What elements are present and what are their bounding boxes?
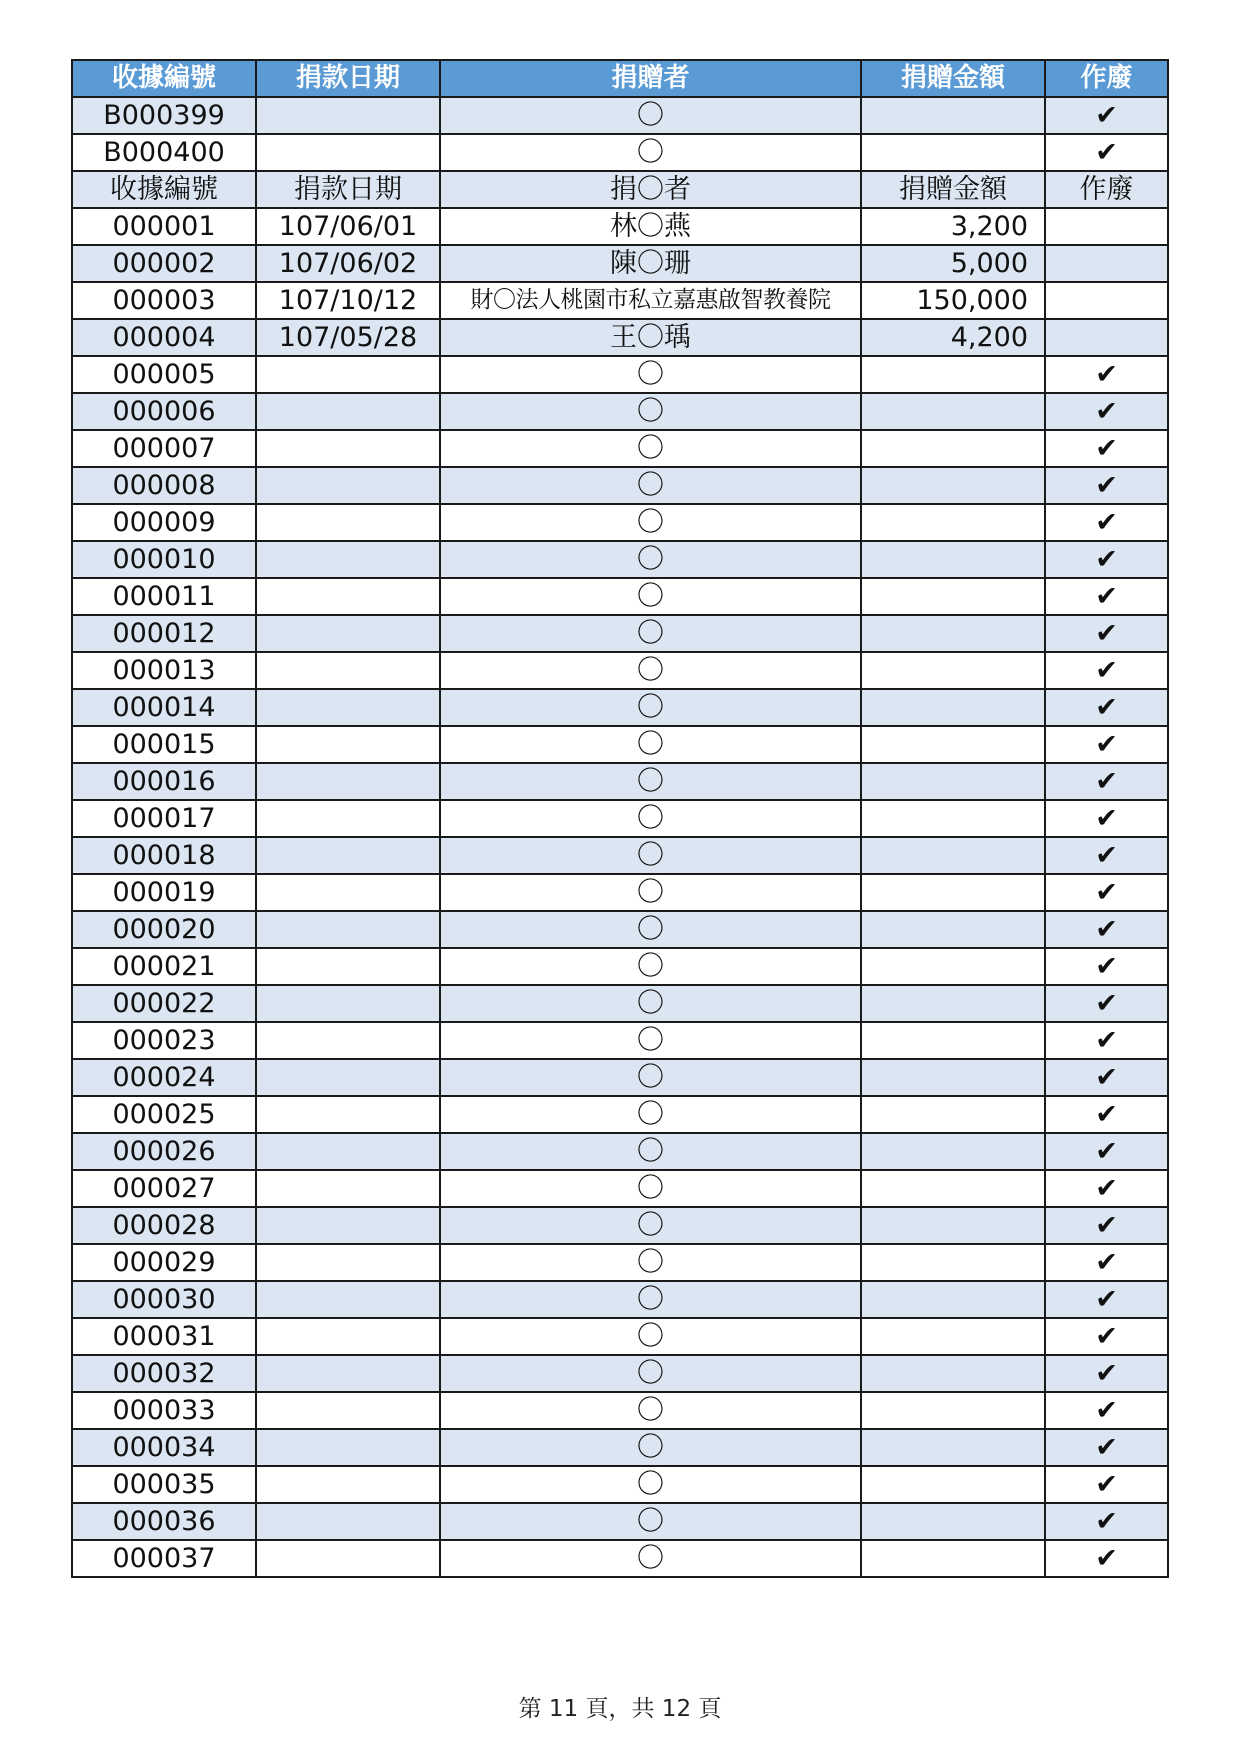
cell-receipt-no: 000008 [72,467,256,504]
cell-donor: 〇 [440,1096,861,1133]
cell-date [256,1392,440,1429]
cell-date [256,1133,440,1170]
cell-void: ✔ [1045,1355,1168,1392]
cell-donor: 林〇燕 [440,208,861,245]
cell-void: ✔ [1045,467,1168,504]
table-row [72,467,1168,504]
cell-void: ✔ [1045,578,1168,615]
cell-receipt-no: B000400 [72,134,256,171]
cell-date [256,1244,440,1281]
cell-void: ✔ [1045,1170,1168,1207]
cell-amount [861,985,1045,1022]
cell-donor: 〇 [440,1466,861,1503]
cell-date [256,356,440,393]
cell-amount: 3,200 [861,208,1045,245]
cell-receipt-no: 000009 [72,504,256,541]
cell-donor: 〇 [440,393,861,430]
cell-void: ✔ [1045,1022,1168,1059]
table-row [72,615,1168,652]
cell-donor: 〇 [440,837,861,874]
cell-donor: 〇 [440,430,861,467]
cell-receipt-no: 000017 [72,800,256,837]
cell-date [256,1318,440,1355]
table-row [72,948,1168,985]
cell-amount [861,689,1045,726]
header-date: 捐款日期 [256,60,440,97]
cell-donor: 財〇法人桃園市私立嘉惠啟智教養院 [440,282,861,319]
cell-receipt-no: 000005 [72,356,256,393]
cell-receipt-no: 000013 [72,652,256,689]
cell-receipt-no: 000014 [72,689,256,726]
header-amount: 捐贈金額 [861,60,1045,97]
cell-receipt-no: 000006 [72,393,256,430]
cell-date [256,467,440,504]
cell-void [1045,245,1168,282]
cell-void: ✔ [1045,1133,1168,1170]
cell-donor: 捐〇者 [440,171,861,208]
cell-amount [861,393,1045,430]
cell-void: ✔ [1045,1281,1168,1318]
cell-amount: 捐贈金額 [861,171,1045,208]
cell-date [256,1170,440,1207]
cell-void: ✔ [1045,837,1168,874]
cell-void: ✔ [1045,1318,1168,1355]
cell-amount [861,1244,1045,1281]
cell-void: ✔ [1045,1244,1168,1281]
cell-date [256,1466,440,1503]
cell-receipt-no: 000019 [72,874,256,911]
cell-void: ✔ [1045,1540,1168,1577]
cell-donor: 王〇瑀 [440,319,861,356]
cell-date [256,1059,440,1096]
cell-date [256,800,440,837]
cell-void: ✔ [1045,874,1168,911]
cell-donor: 〇 [440,356,861,393]
cell-void: ✔ [1045,652,1168,689]
table-row [72,541,1168,578]
table-body [72,97,1168,1577]
cell-receipt-no: 000018 [72,837,256,874]
cell-void: ✔ [1045,985,1168,1022]
cell-date [256,1503,440,1540]
cell-donor: 〇 [440,985,861,1022]
cell-donor: 〇 [440,134,861,171]
cell-receipt-no: B000399 [72,97,256,134]
cell-receipt-no: 000027 [72,1170,256,1207]
table-row [72,356,1168,393]
donation-receipt-table [71,59,1169,1578]
cell-void: ✔ [1045,1429,1168,1466]
table-row [72,1207,1168,1244]
cell-amount [861,1207,1045,1244]
cell-receipt-no: 000016 [72,763,256,800]
cell-amount [861,1022,1045,1059]
cell-receipt-no: 000035 [72,1466,256,1503]
cell-amount [861,1355,1045,1392]
cell-donor: 〇 [440,467,861,504]
cell-amount [861,504,1045,541]
cell-void: ✔ [1045,1207,1168,1244]
cell-void: ✔ [1045,911,1168,948]
cell-receipt-no: 000037 [72,1540,256,1577]
cell-amount [861,1096,1045,1133]
cell-void: ✔ [1045,541,1168,578]
cell-amount [861,615,1045,652]
table-row [72,1429,1168,1466]
cell-receipt-no: 000031 [72,1318,256,1355]
cell-amount [861,763,1045,800]
table-row [72,171,1168,208]
cell-receipt-no: 000030 [72,1281,256,1318]
table-row [72,1392,1168,1429]
table-row [72,763,1168,800]
cell-void: ✔ [1045,504,1168,541]
cell-void [1045,319,1168,356]
cell-receipt-no: 000010 [72,541,256,578]
table-row [72,319,1168,356]
cell-amount [861,837,1045,874]
cell-void: ✔ [1045,800,1168,837]
cell-receipt-no: 000028 [72,1207,256,1244]
cell-date [256,504,440,541]
table-row [72,1170,1168,1207]
cell-receipt-no: 000021 [72,948,256,985]
cell-donor: 〇 [440,1022,861,1059]
table-row [72,1244,1168,1281]
cell-amount [861,1392,1045,1429]
cell-receipt-no: 000036 [72,1503,256,1540]
cell-void: 作廢 [1045,171,1168,208]
cell-void: ✔ [1045,1096,1168,1133]
cell-void: ✔ [1045,763,1168,800]
page-number-footer: 第 11 頁，共 12 頁 [518,1696,722,1722]
cell-receipt-no: 000033 [72,1392,256,1429]
cell-amount [861,578,1045,615]
cell-void: ✔ [1045,948,1168,985]
table-row [72,504,1168,541]
cell-date [256,985,440,1022]
table-row [72,689,1168,726]
table-row [72,874,1168,911]
cell-receipt-no: 000020 [72,911,256,948]
cell-amount [861,1466,1045,1503]
cell-donor: 〇 [440,1355,861,1392]
cell-receipt-no: 000034 [72,1429,256,1466]
cell-date [256,948,440,985]
table-row [72,578,1168,615]
cell-receipt-no: 000011 [72,578,256,615]
cell-void: ✔ [1045,134,1168,171]
cell-donor: 〇 [440,874,861,911]
cell-date [256,1355,440,1392]
cell-receipt-no: 收據編號 [72,171,256,208]
cell-date [256,874,440,911]
cell-date: 107/10/12 [256,282,440,319]
cell-date [256,578,440,615]
table-row [72,430,1168,467]
cell-date [256,1207,440,1244]
cell-date: 107/06/02 [256,245,440,282]
cell-amount [861,97,1045,134]
cell-receipt-no: 000015 [72,726,256,763]
header-receipt-no: 收據編號 [72,60,256,97]
table-row [72,985,1168,1022]
cell-date [256,1540,440,1577]
cell-donor: 〇 [440,1540,861,1577]
cell-amount [861,1540,1045,1577]
cell-amount [861,1503,1045,1540]
cell-donor: 〇 [440,1207,861,1244]
cell-donor: 〇 [440,689,861,726]
cell-void: ✔ [1045,393,1168,430]
cell-receipt-no: 000007 [72,430,256,467]
cell-receipt-no: 000012 [72,615,256,652]
cell-amount [861,1281,1045,1318]
cell-date [256,837,440,874]
cell-amount [861,1059,1045,1096]
cell-receipt-no: 000025 [72,1096,256,1133]
cell-void: ✔ [1045,615,1168,652]
cell-void: ✔ [1045,356,1168,393]
table-row [72,800,1168,837]
cell-void: ✔ [1045,1466,1168,1503]
cell-date [256,1096,440,1133]
cell-receipt-no: 000024 [72,1059,256,1096]
cell-amount [861,874,1045,911]
cell-donor: 〇 [440,1170,861,1207]
cell-receipt-no: 000023 [72,1022,256,1059]
cell-date [256,652,440,689]
table-row [72,1133,1168,1170]
cell-amount [861,1170,1045,1207]
cell-donor: 〇 [440,800,861,837]
cell-date [256,726,440,763]
cell-date [256,763,440,800]
cell-donor: 〇 [440,1244,861,1281]
table-row [72,726,1168,763]
cell-donor: 〇 [440,911,861,948]
cell-receipt-no: 000001 [72,208,256,245]
table-row [72,134,1168,171]
cell-receipt-no: 000026 [72,1133,256,1170]
cell-donor: 〇 [440,1318,861,1355]
table-header-row [72,60,1168,97]
cell-amount [861,948,1045,985]
table-row [72,1503,1168,1540]
cell-date [256,615,440,652]
cell-amount [861,356,1045,393]
cell-date [256,97,440,134]
cell-date [256,541,440,578]
cell-donor: 〇 [440,1392,861,1429]
cell-amount [861,134,1045,171]
cell-date [256,134,440,171]
cell-amount [861,430,1045,467]
cell-donor: 〇 [440,652,861,689]
cell-amount [861,467,1045,504]
table-row [72,1318,1168,1355]
cell-donor: 〇 [440,726,861,763]
cell-receipt-no: 000002 [72,245,256,282]
cell-date: 捐款日期 [256,171,440,208]
cell-donor: 〇 [440,1429,861,1466]
cell-amount [861,800,1045,837]
cell-date [256,1281,440,1318]
cell-date [256,1429,440,1466]
cell-donor: 〇 [440,948,861,985]
table-row [72,208,1168,245]
cell-donor: 陳〇珊 [440,245,861,282]
cell-date [256,911,440,948]
cell-donor: 〇 [440,97,861,134]
cell-date [256,689,440,726]
table-row [72,245,1168,282]
table-row [72,652,1168,689]
cell-void: ✔ [1045,726,1168,763]
cell-amount: 5,000 [861,245,1045,282]
cell-donor: 〇 [440,504,861,541]
cell-amount: 150,000 [861,282,1045,319]
cell-receipt-no: 000003 [72,282,256,319]
header-donor: 捐贈者 [440,60,861,97]
cell-void: ✔ [1045,430,1168,467]
cell-amount [861,541,1045,578]
cell-void: ✔ [1045,97,1168,134]
cell-amount [861,726,1045,763]
cell-void: ✔ [1045,689,1168,726]
table-row [72,282,1168,319]
cell-donor: 〇 [440,763,861,800]
cell-donor: 〇 [440,541,861,578]
cell-amount [861,1318,1045,1355]
cell-date [256,430,440,467]
cell-donor: 〇 [440,578,861,615]
cell-receipt-no: 000029 [72,1244,256,1281]
cell-amount [861,911,1045,948]
cell-receipt-no: 000022 [72,985,256,1022]
cell-amount: 4,200 [861,319,1045,356]
table-row [72,393,1168,430]
table-row [72,1022,1168,1059]
cell-amount [861,652,1045,689]
cell-donor: 〇 [440,615,861,652]
cell-void [1045,208,1168,245]
table-row [72,1355,1168,1392]
cell-void [1045,282,1168,319]
cell-donor: 〇 [440,1503,861,1540]
cell-void: ✔ [1045,1392,1168,1429]
cell-donor: 〇 [440,1133,861,1170]
cell-date: 107/05/28 [256,319,440,356]
cell-date [256,393,440,430]
table-row [72,837,1168,874]
cell-amount [861,1133,1045,1170]
cell-receipt-no: 000032 [72,1355,256,1392]
cell-receipt-no: 000004 [72,319,256,356]
table-row [72,1059,1168,1096]
cell-amount [861,1429,1045,1466]
table-row [72,911,1168,948]
cell-date [256,1022,440,1059]
cell-donor: 〇 [440,1281,861,1318]
table-row [72,1281,1168,1318]
header-void: 作廢 [1045,60,1168,97]
table-row [72,1096,1168,1133]
cell-donor: 〇 [440,1059,861,1096]
cell-date: 107/06/01 [256,208,440,245]
cell-void: ✔ [1045,1059,1168,1096]
table-row [72,97,1168,134]
table-row [72,1466,1168,1503]
cell-void: ✔ [1045,1503,1168,1540]
table-row [72,1540,1168,1577]
